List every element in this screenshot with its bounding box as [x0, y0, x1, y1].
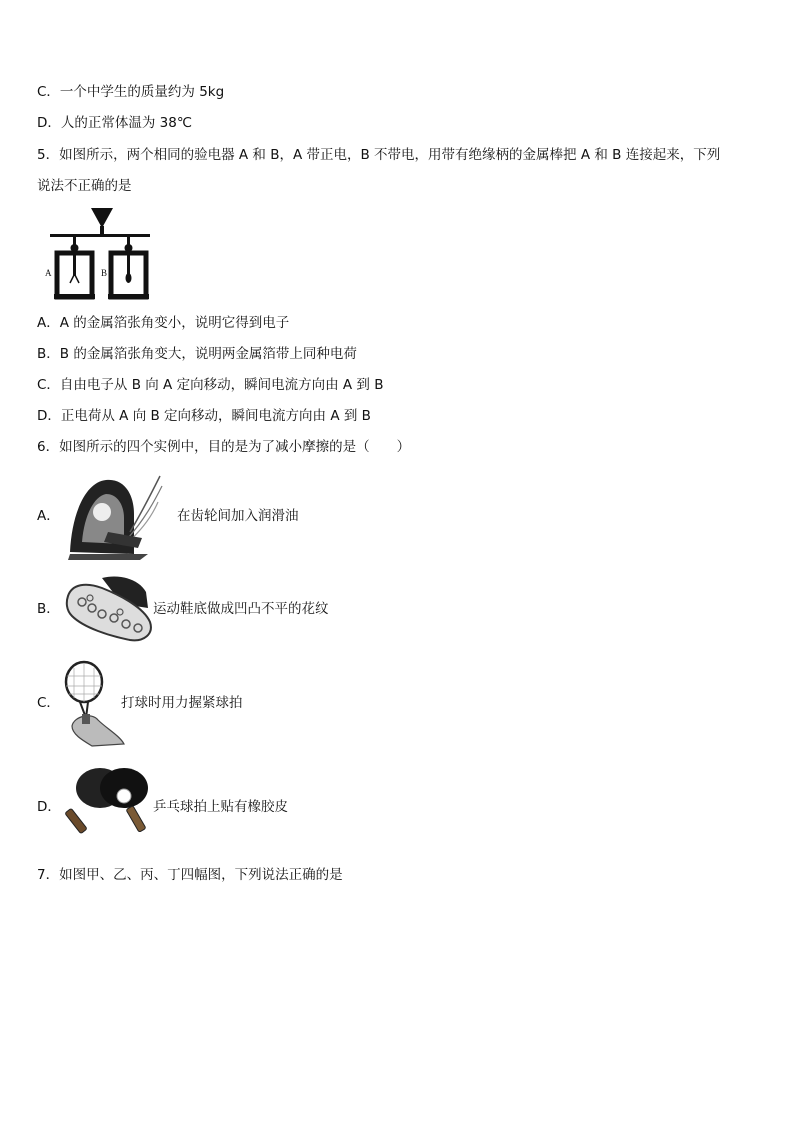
electroscope-label-b: B: [101, 268, 108, 278]
ping-pong-paddles-image: [66, 764, 154, 834]
question-5-option-d: D．正电荷从 A 向 B 定向移动，瞬间电流方向由 A 到 B: [37, 408, 371, 424]
question-6-option-c-text: 打球时用力握紧球拍: [121, 695, 243, 711]
gears-oil-image: [68, 472, 164, 560]
question-6-option-b-label: B．: [37, 601, 60, 617]
option-c-previous: C．一个中学生的质量约为 5kg: [37, 84, 225, 100]
question-6-option-a-label: A．: [37, 508, 60, 524]
question-6-option-b-text: 运动鞋底做成凹凸不平的花纹: [153, 601, 329, 617]
question-5-line-1: 5．如图所示，两个相同的验电器 A 和 B，A 带正电，B 不带电，用带有绝缘柄的金属棒把 A 和 B 连接起来，下列: [37, 147, 721, 163]
question-5-option-b: B．B 的金属箔张角变大，说明两金属箔带上同种电荷: [37, 346, 357, 362]
question-6-stem: 6．如图所示的四个实例中，目的是为了减小摩擦的是（ ）: [37, 439, 411, 455]
electroscope-label-a: A: [45, 268, 52, 278]
question-6-option-d-text: 乒乓球拍上贴有橡胶皮: [153, 799, 288, 815]
question-6-option-c-label: C．: [37, 695, 60, 711]
question-5-line-2: 说法不正确的是: [37, 178, 132, 194]
question-5-option-c: C．自由电子从 B 向 A 定向移动，瞬间电流方向由 A 到 B: [37, 377, 384, 393]
question-7-stem: 7．如图甲、乙、丙、丁四幅图，下列说法正确的是: [37, 867, 343, 883]
question-6-option-d-label: D．: [37, 799, 61, 815]
question-6-option-a-text: 在齿轮间加入润滑油: [177, 508, 299, 524]
sneaker-sole-image: [62, 574, 154, 646]
electroscope-figure: [45, 206, 155, 302]
question-5-option-a: A．A 的金属箔张角变小，说明它得到电子: [37, 315, 290, 331]
option-d-previous: D．人的正常体温为 38℃: [37, 115, 193, 131]
tennis-racket-image: [62, 660, 124, 746]
